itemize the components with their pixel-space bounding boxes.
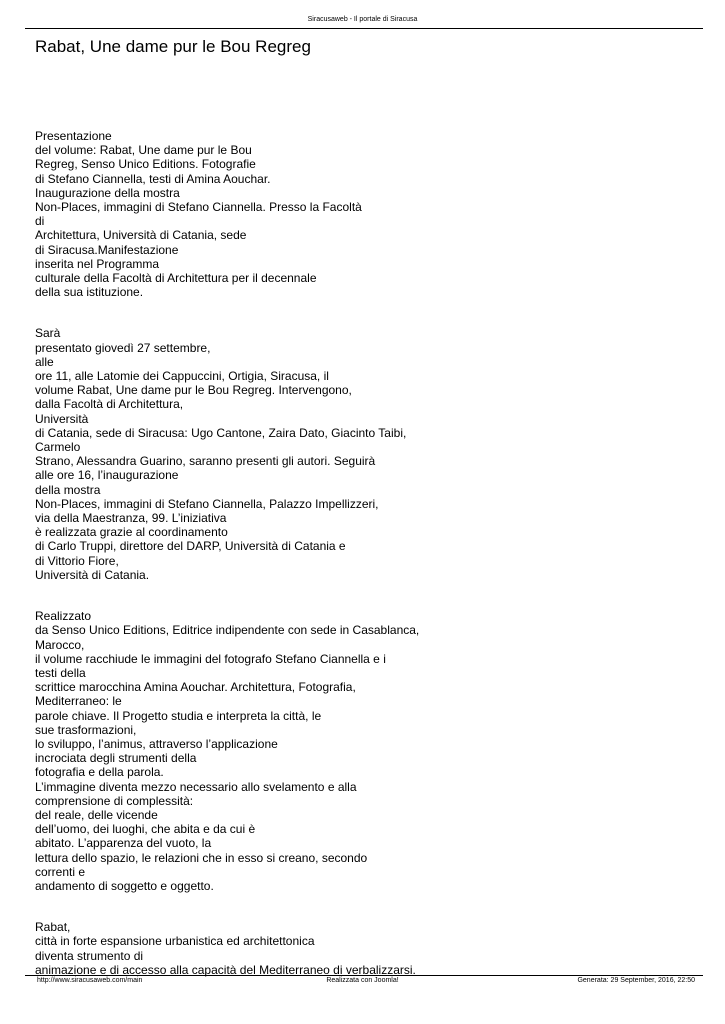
paragraph-line: Mediterraneo: le <box>35 694 122 709</box>
paragraph-line: testi della <box>35 665 86 680</box>
paragraph-line: inserita nel Programma <box>35 256 160 271</box>
paragraph-line: andamento di soggetto e oggetto. <box>35 878 214 893</box>
paragraph-line: parole chiave. Il Progetto studia e interpreta la città, le <box>35 708 322 723</box>
paragraph-line: di Carlo Truppi, direttore del DARP, Università di Catania e <box>35 539 346 554</box>
paragraph-line: di Catania, sede di Siracusa: Ugo Cantone, Zaira Dato, Giacinto Taibi, <box>35 425 407 440</box>
paragraph-line: del volume: Rabat, Une dame pur le Bou <box>35 143 252 158</box>
paragraph-line: presentato giovedì 27 settembre, <box>35 340 211 355</box>
paragraph-line: Carmelo <box>35 440 81 455</box>
paragraph-line: Sarà <box>35 326 61 341</box>
article-body <box>35 129 705 1004</box>
paragraph-line: Regreg, Senso Unico Editions. Fotografie <box>35 157 256 172</box>
article-paragraph <box>35 609 705 893</box>
paragraph-line: della sua istituzione. <box>35 285 144 300</box>
paragraph-line: Marocco, <box>35 637 85 652</box>
paragraph-line: animazione e di accesso alla capacità del Mediterraneo di verbalizzarsi. <box>35 962 416 977</box>
page-title: Rabat, Une dame pur le Bou Regreg <box>35 37 311 56</box>
paragraph-line: da Senso Unico Editions, Editrice indipendente con sede in Casablanca, <box>35 623 420 638</box>
paragraph-line: Presentazione <box>35 129 112 143</box>
paragraph-line: fotografia e della parola. <box>35 765 164 780</box>
footer-credit: Realizzata con Joomla! <box>326 977 399 984</box>
paragraph-line: di Vittorio Fiore, <box>35 553 119 568</box>
paragraph-line: volume Rabat, Une dame pur le Bou Regreg. Intervengono, <box>35 383 352 398</box>
header-divider <box>25 28 703 29</box>
paragraph-line: incrociata degli strumenti della <box>35 751 197 766</box>
paragraph-line: diventa strumento di <box>35 948 144 963</box>
paragraph-line: scrittice marocchina Amina Aouchar. Architettura, Fotografia, <box>35 680 356 695</box>
paragraph-line: Realizzato <box>35 609 92 624</box>
article-paragraph <box>35 920 705 977</box>
paragraph-line: sue trasformazioni, <box>35 722 137 737</box>
paragraph-line: ore 11, alle Latomie dei Cappuccini, Ortigia, Siracusa, il <box>35 369 329 384</box>
paragraph-line: Non-Places, immagini di Stefano Ciannella. Presso la Facoltà <box>35 200 362 215</box>
paragraph-line: di <box>35 214 45 229</box>
paragraph-line: dell’uomo, dei luoghi, che abita e da cui è <box>35 822 256 837</box>
paragraph-line: del reale, delle vicende <box>35 807 158 822</box>
paragraph-line: è realizzata grazie al coordinamento <box>35 525 228 540</box>
paragraph-line: Università di Catania. <box>35 567 150 582</box>
paragraph-line: comprensione di complessità: <box>35 793 194 808</box>
footer-url[interactable]: http://www.siracusaweb.com/main <box>37 977 143 984</box>
article-paragraph <box>35 129 705 299</box>
paragraph-line: di Siracusa.Manifestazione <box>35 242 179 257</box>
footer-generated-date: Generata: 29 September, 2016, 22:50 <box>577 977 695 984</box>
paragraph-line: Rabat, <box>35 920 71 935</box>
paragraph-line: città in forte espansione urbanistica ed architettonica <box>35 934 315 949</box>
paragraph-line: via della Maestranza, 99. L’iniziativa <box>35 511 227 526</box>
paragraph-line: Strano, Alessandra Guarino, saranno presenti gli autori. Seguirà <box>35 454 376 469</box>
site-header-title: Siracusaweb - Il portale di Siracusa <box>307 16 418 23</box>
paragraph-line: alle ore 16, l’inaugurazione <box>35 468 179 483</box>
paragraph-line: L’immagine diventa mezzo necessario allo svelamento e alla <box>35 779 357 794</box>
paragraph-line: culturale della Facoltà di Architettura per il decennale <box>35 271 317 286</box>
paragraph-line: Non-Places, immagini di Stefano Ciannella, Palazzo Impellizzeri, <box>35 496 379 511</box>
paragraph-line: il volume racchiude le immagini del fotografo Stefano Ciannella e i <box>35 651 386 666</box>
paragraph-line: della mostra <box>35 482 101 497</box>
article-paragraph <box>35 326 705 582</box>
paragraph-line: dalla Facoltà di Architettura, <box>35 397 184 412</box>
paragraph-line: lettura dello spazio, le relazioni che in esso si creano, secondo <box>35 850 368 865</box>
paragraph-line: Inaugurazione della mostra <box>35 185 180 200</box>
paragraph-line: alle <box>35 354 54 369</box>
paragraph-line: di Stefano Ciannella, testi di Amina Aouchar. <box>35 171 271 186</box>
paragraph-line: Università <box>35 411 89 426</box>
paragraph-line: abitato. L’apparenza del vuoto, la <box>35 836 212 851</box>
paragraph-line: Architettura, Università di Catania, sede <box>35 228 247 243</box>
paragraph-line: lo sviluppo, l’animus, attraverso l’applicazione <box>35 736 278 751</box>
paragraph-line: correnti e <box>35 864 86 879</box>
